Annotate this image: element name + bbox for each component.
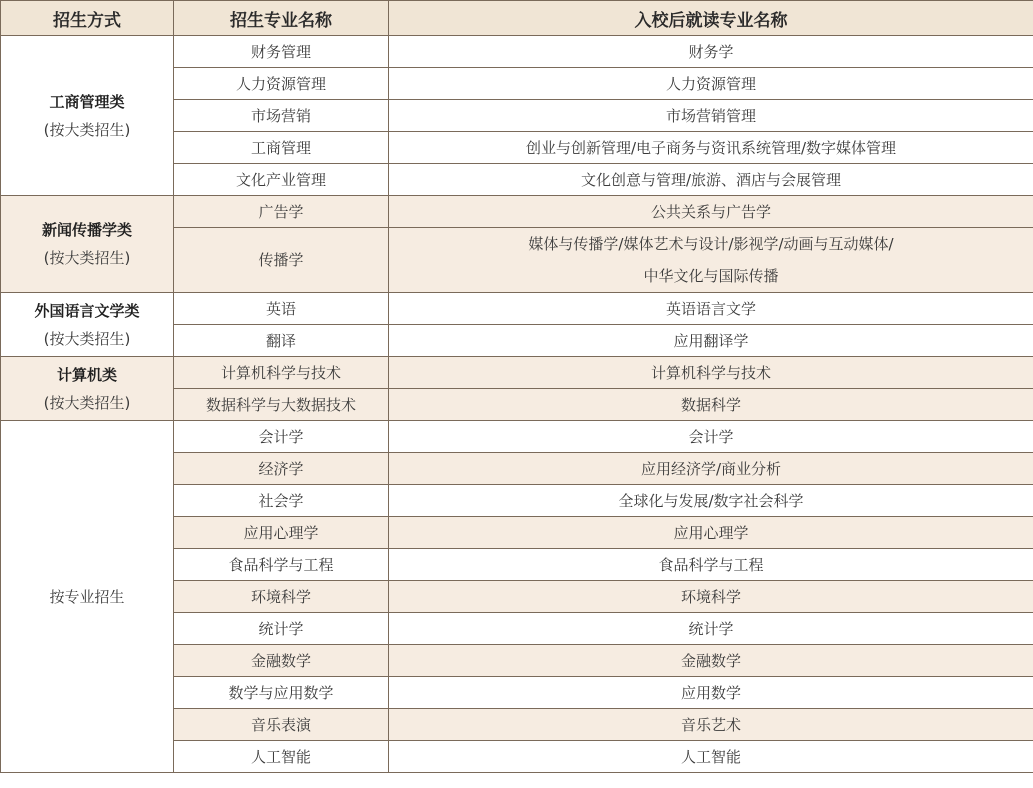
method-cell: [1, 196, 174, 293]
table-row: [1, 421, 1033, 453]
major-cell: 工商管理: [174, 132, 389, 164]
study-cell: 统计学: [389, 613, 1033, 645]
study-cell: 应用心理学: [389, 517, 1033, 549]
method-name: 工商管理类: [49, 92, 125, 111]
major-cell: 财务管理: [174, 36, 389, 68]
table-row: [1, 293, 1033, 325]
major-cell: 市场营销: [174, 100, 389, 132]
header-admission-major: 招生专业名称: [174, 1, 389, 36]
method-cell: [1, 293, 174, 357]
study-cell: 创业与创新管理/电子商务与资讯系统管理/数字媒体管理: [389, 132, 1033, 164]
major-cell: 计算机科学与技术: [174, 357, 389, 389]
study-cell: 文化创意与管理/旅游、酒店与会展管理: [389, 164, 1033, 196]
study-line: 媒体与传播学/媒体艺术与设计/影视学/动画与互动媒体/: [528, 235, 894, 253]
major-cell: 经济学: [174, 453, 389, 485]
major-cell: 文化产业管理: [174, 164, 389, 196]
study-line: 中华文化与国际传播: [643, 267, 779, 285]
header-admission-method: 招生方式: [1, 1, 174, 36]
study-cell: 会计学: [389, 421, 1033, 453]
study-cell: 公共关系与广告学: [389, 196, 1033, 228]
table-row: [1, 36, 1033, 68]
study-cell: 财务学: [389, 36, 1033, 68]
study-cell: 全球化与发展/数字社会科学: [389, 485, 1033, 517]
method-name: 按专业招生: [49, 587, 125, 606]
study-cell: 人工智能: [389, 741, 1033, 773]
study-cell: 计算机科学与技术: [389, 357, 1033, 389]
major-cell: 食品科学与工程: [174, 549, 389, 581]
method-name: 计算机类: [56, 365, 117, 384]
method-name: 外国语言文学类: [34, 301, 140, 320]
study-cell: 金融数学: [389, 645, 1033, 677]
major-cell: 广告学: [174, 196, 389, 228]
method-cell: [1, 36, 174, 196]
major-cell: 金融数学: [174, 645, 389, 677]
major-cell: 统计学: [174, 613, 389, 645]
study-cell: 环境科学: [389, 581, 1033, 613]
major-cell: 人力资源管理: [174, 68, 389, 100]
major-cell: 会计学: [174, 421, 389, 453]
major-cell: 数据科学与大数据技术: [174, 389, 389, 421]
major-cell: 翻译: [174, 325, 389, 357]
header-study-major: 入校后就读专业名称: [389, 1, 1033, 36]
method-note: (按大类招生): [43, 249, 131, 267]
study-cell: 应用翻译学: [389, 325, 1033, 357]
table-row: [1, 357, 1033, 389]
study-cell: 应用数学: [389, 677, 1033, 709]
study-cell: [389, 228, 1033, 293]
major-cell: 人工智能: [174, 741, 389, 773]
major-cell: 数学与应用数学: [174, 677, 389, 709]
study-cell: 音乐艺术: [389, 709, 1033, 741]
study-cell: 食品科学与工程: [389, 549, 1033, 581]
study-cell: 应用经济学/商业分析: [389, 453, 1033, 485]
method-name: 新闻传播学类: [41, 221, 132, 239]
major-cell: 应用心理学: [174, 517, 389, 549]
major-cell: 英语: [174, 293, 389, 325]
table-row: [1, 196, 1033, 228]
header-row: [1, 1, 1033, 36]
method-note: (按大类招生): [43, 120, 131, 139]
study-cell: 人力资源管理: [389, 68, 1033, 100]
major-cell: 传播学: [174, 228, 389, 293]
study-cell: 英语语言文学: [389, 293, 1033, 325]
method-note: (按大类招生): [43, 393, 131, 412]
study-cell: 数据科学: [389, 389, 1033, 421]
method-note: (按大类招生): [43, 329, 131, 348]
major-cell: 环境科学: [174, 581, 389, 613]
method-cell: [1, 357, 174, 421]
major-cell: 社会学: [174, 485, 389, 517]
study-cell: 市场营销管理: [389, 100, 1033, 132]
method-cell: [1, 421, 174, 773]
major-cell: 音乐表演: [174, 709, 389, 741]
